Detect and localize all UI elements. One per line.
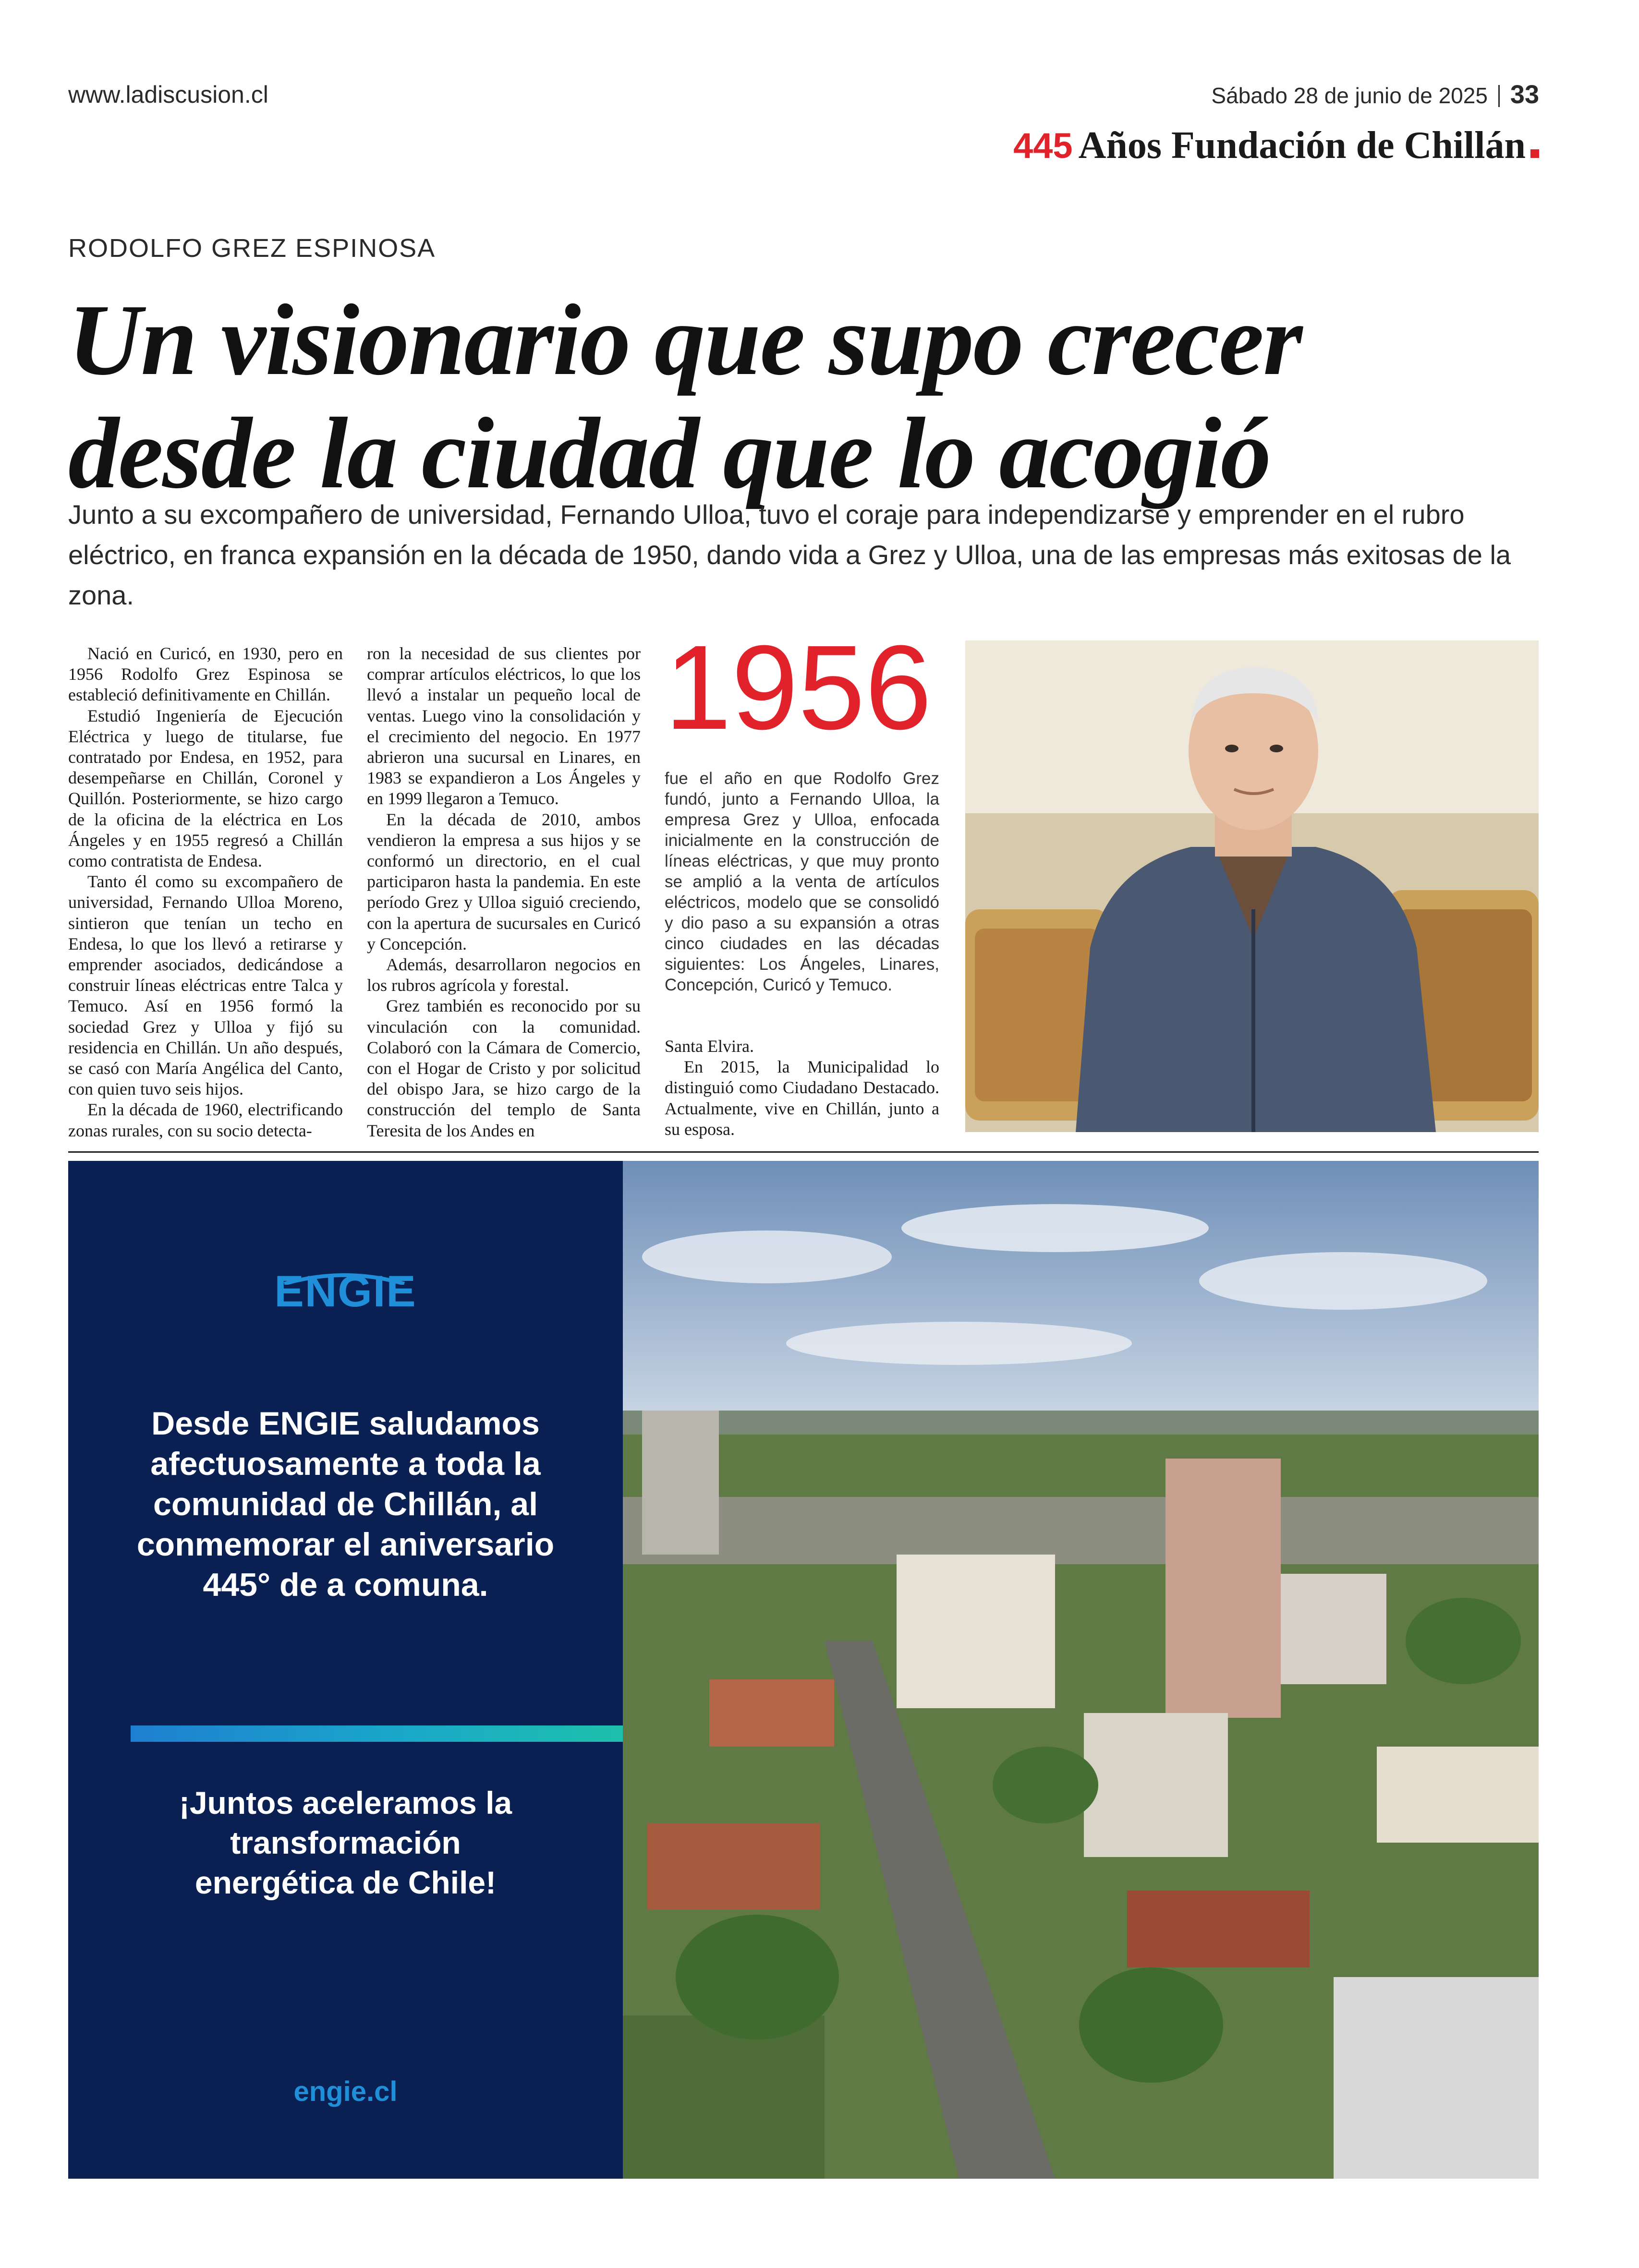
paragraph: Santa Elvira.: [665, 1037, 754, 1056]
paragraph: ron la necesidad de sus clientes por comprar artículos eléctricos, lo que los llevó a instalar un pequeño local de ventas. Luego vino la consolidación y el crecimiento del negocio. En 1977 abrieron una sucursal en Linares, en 1983 se expandieron a Los Ángeles y en 1999 llegaron a Temuco.: [367, 644, 641, 808]
article-lede: Junto a su excompañero de universidad, Fernando Ulloa, tuvo el coraje para independizarse y emprender en el rubro eléctrico, en franca expansión en la década de 1950, dando vida a Grez y Ulloa, una de las empresas más exitosas de la zona.: [68, 499, 1511, 610]
body-column-2: [367, 643, 641, 1141]
headline-line-2: desde la ciudad que lo acogió: [68, 397, 1271, 509]
section-header: [1013, 124, 1539, 168]
paragraph: En 2015, la Municipalidad lo distinguió como Ciudadano Destacado. Actualmente, vive en Chillán, junto a su esposa.: [665, 1057, 939, 1139]
page-number: 33: [1510, 80, 1539, 109]
body-column-3: [665, 1036, 939, 1140]
section-rule: [68, 1151, 1539, 1153]
dateline: [1211, 80, 1539, 109]
section-dot: [1530, 149, 1539, 158]
portrait-illustration: [965, 640, 1539, 1132]
paragraph: En la década de 2010, ambos vendieron la empresa a sus hijos y se conformó un directorio, en el cual participaron hasta la pandemia. En este período Grez y Ulloa siguió creciendo, con la apertura de sucursales en Curicó y Concepción.: [367, 809, 641, 953]
callout-year: 1956: [665, 620, 932, 754]
city-aerial-photo: [623, 1161, 1539, 2179]
ad-slogan: ¡Juntos aceleramos la transformación energética de Chile!: [179, 1785, 512, 1900]
article-kicker: RODOLFO GREZ ESPINOSA: [68, 234, 436, 263]
section-number: 445: [1013, 126, 1073, 166]
callout-text: fue el año en que Rodolfo Grez fundó, junto a Fernando Ulloa, la empresa Grez y Ulloa, enfocada inicialmente en la construcción de líneas eléctricas, y que muy pronto se amplió a la venta de artículos eléctricos, modelo que se consolidó y dio paso a su expansión a otras cinco ciudades en las décadas siguientes: Los Ángeles, Linares, Concepción, Curicó y Temuco.: [665, 769, 939, 994]
ad-url: engie.cl: [293, 2076, 398, 2107]
article-headline: [68, 283, 1557, 510]
portrait-photo: [965, 640, 1539, 1132]
issue-date: Sábado 28 de junio de 2025: [1211, 83, 1488, 108]
engie-advertisement: [68, 1161, 1539, 2179]
engie-logo: ENGIE: [274, 1267, 417, 1316]
paragraph: Estudió Ingeniería de Ejecución Eléctrica y luego de titularse, fue contratado por Endesa, en 1952, para desempeñarse en Chillán, Coronel y Quillón. Posteriormente, se hizo cargo de la oficina de la eléctrica en Los Ángeles y en 1955 regresó a Chillán como contratista de Endesa.: [68, 706, 343, 871]
headline-line-1: Un visionario que supo crecer: [68, 283, 1302, 396]
body-column-1: [68, 643, 343, 1141]
paragraph: En la década de 1960, electrificando zonas rurales, con su socio detecta-: [68, 1100, 343, 1140]
paragraph: Tanto él como su excompañero de universidad, Fernando Ulloa Moreno, sintieron que tenían un techo en Endesa, lo que los llevó a retirarse y emprender asociados, dedicándose a construir líneas eléctricas entre Talca y Temuco. Así en 1956 formó la sociedad Grez y Ulloa y fijó su residencia en Chillán. Un año después, se casó con María Angélica del Canto, con quien tuvo seis hijos.: [68, 872, 343, 1099]
ad-message: Desde ENGIE saludamos afectuosamente a toda la comunidad de Chillán, al conmemorar el aniversario 445° de a comuna.: [136, 1405, 555, 1603]
paragraph: Además, desarrollaron negocios en los rubros agrícola y forestal.: [367, 955, 641, 995]
dateline-separator: [1498, 85, 1500, 107]
ad-gradient-bar: [131, 1725, 678, 1742]
website-url: www.ladiscusion.cl: [68, 81, 268, 108]
paragraph: Grez también es reconocido por su vinculación con la comunidad. Colaboró con la Cámara de Comercio, con el Hogar de Cristo y por solicitud del obispo Jara, se hizo cargo de la construcción del templo de Santa Teresita de los Andes en: [367, 996, 641, 1140]
paragraph: Nació en Curicó, en 1930, pero en 1956 Rodolfo Grez Espinosa se estableció definitivamente en Chillán.: [68, 644, 343, 705]
section-title: Años Fundación de Chillán: [1078, 124, 1526, 167]
